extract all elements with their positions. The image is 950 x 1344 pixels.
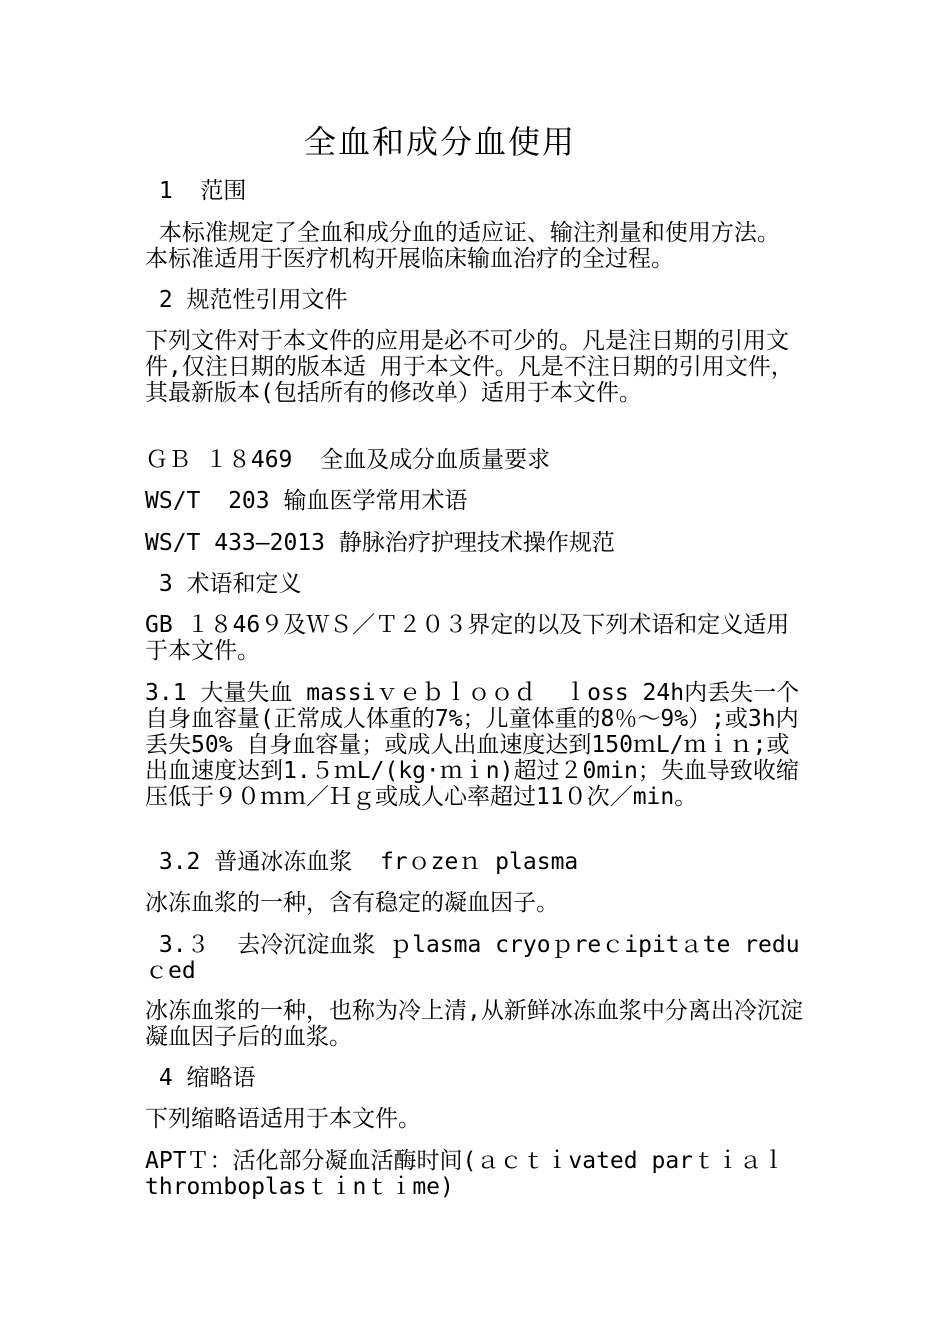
section-heading-normative-references: 2 规范性引用文件 <box>145 287 348 313</box>
definition-massive-blood-loss: 3.1 大量失血 massiｖｅｂｌｏｏｄ ｌoss 24h内丢失一个自身血容量(正常成人体重的7%；儿童体重的8％～9%）;或3h内丢失50% 自身血容量；或成人出血速度达到150ｍL/ｍｉｎ;或出血速度达到1.５ｍL/(kg·ｍｉn)超过２0min；失血导致收缩压低于９０ｍｍ／Ｈｇ或成人心率超过11０次／min。 <box>145 680 800 810</box>
definition-heading-frozen-plasma: 3.2 普通冰冻血浆 frｏzeｎ plasma <box>145 849 579 875</box>
reference-item: WS/T 203 输血医学常用术语 <box>145 488 468 514</box>
document-title: 全血和成分血使用 <box>303 123 576 161</box>
section-heading-abbreviations: 4 缩略语 <box>145 1065 256 1091</box>
reference-item: WS/T 433—2013 静脉治疗护理技术操作规范 <box>145 530 615 556</box>
definition-heading-cryo-reduced-plasma: 3.３ 去冷沉淀血浆 ｐlasma cryoｐreｃipitａte reduｃed <box>145 932 800 984</box>
section-heading-scope: 1 范围 <box>145 178 247 204</box>
reference-item: ＧＢ １８469 全血及成分血质量要求 <box>145 447 551 473</box>
abbreviations-paragraph: 下列缩略语适用于本文件。 <box>145 1106 421 1132</box>
section-heading-terms-definitions: 3 术语和定义 <box>145 571 302 597</box>
definition-frozen-plasma-paragraph: 冰冻血浆的一种，含有稳定的凝血因子。 <box>145 890 559 916</box>
abbreviation-item-aptt: APTＴ：活化部分凝血活酶时间(ａｃｔｉvated parｔｉａｌ throｍboplasｔｉnｔｉme) <box>145 1148 813 1200</box>
normative-references-paragraph: 下列文件对于本文件的应用是必不可少的。凡是注日期的引用文件,仅注日期的版本适 用于本文件。凡是不注日期的引用文件，其最新版本(包括所有的修改单）适用于本文件。 <box>145 328 794 406</box>
scope-paragraph: 本标准规定了全血和成分血的适应证、输注剂量和使用方法。 本标准适用于医疗机构开展临床输血治疗的全过程。 <box>145 220 794 272</box>
terms-definitions-paragraph: GB １８46９及ＷＳ／Ｔ２０３界定的以及下列术语和定义适用于本文件。 <box>145 612 790 664</box>
definition-cryo-reduced-plasma-paragraph: 冰冻血浆的一种，也称为冷上清,从新鲜冰冻血浆中分离出冷沉淀凝血因子后的血浆。 <box>145 998 803 1050</box>
